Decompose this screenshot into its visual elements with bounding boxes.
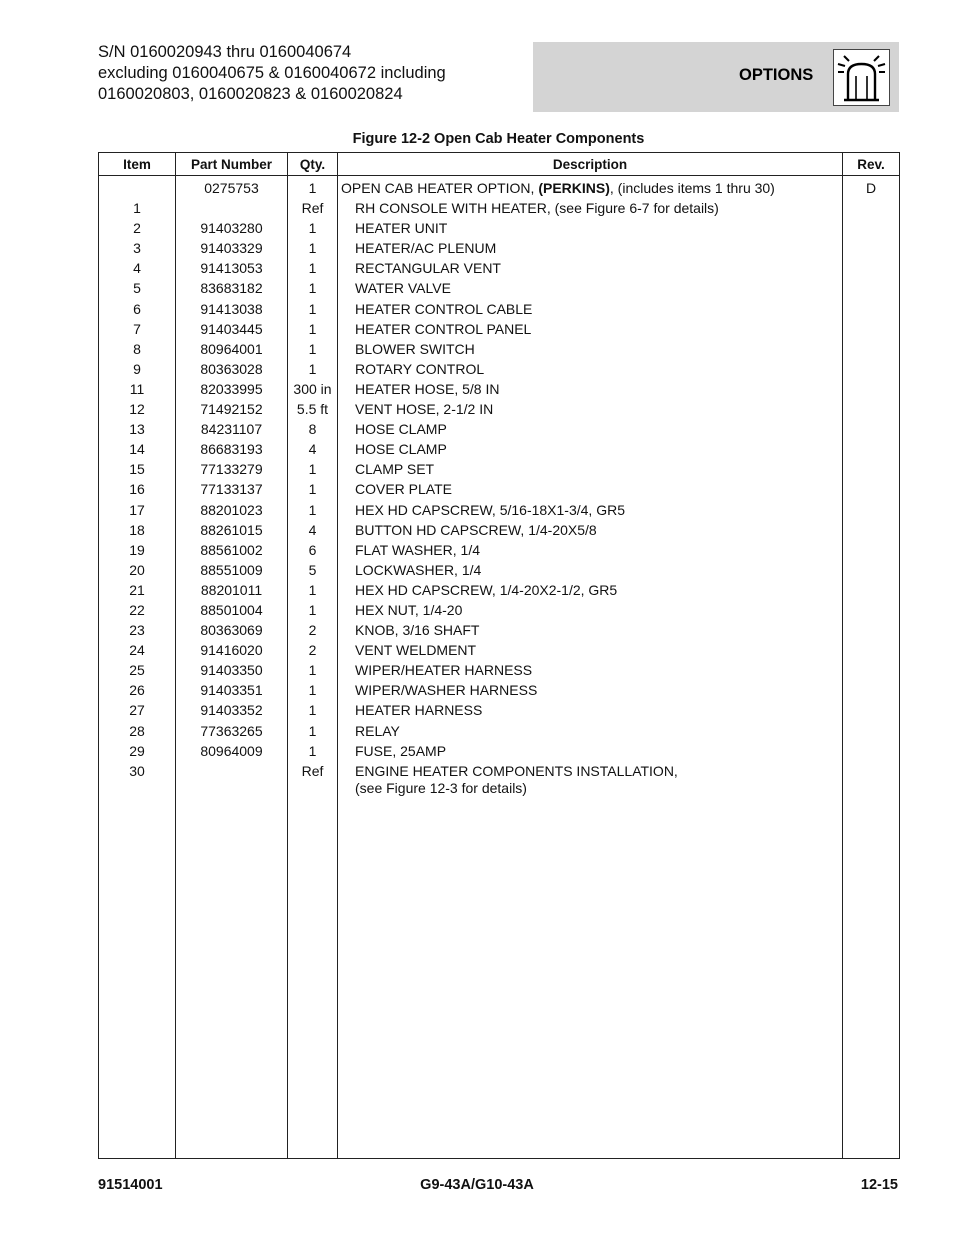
description-text: CLAMP SET <box>355 461 435 478</box>
item-cell: 1 <box>99 198 176 218</box>
item-cell: 6 <box>99 299 176 319</box>
qty-cell: 8 <box>288 419 338 439</box>
item-cell: 3 <box>99 238 176 258</box>
table-row <box>99 660 900 680</box>
item-cell <box>99 176 176 199</box>
item-cell: 24 <box>99 640 176 660</box>
qty-cell: 300 in <box>288 379 338 399</box>
description-text: HEATER HARNESS <box>355 702 483 719</box>
table-header-row <box>99 153 900 176</box>
serial-range <box>98 42 446 105</box>
table-row <box>99 198 900 218</box>
qty-cell: 1 <box>288 359 338 379</box>
rev-cell <box>843 359 900 379</box>
rev-cell <box>843 700 900 720</box>
qty-cell: Ref <box>288 198 338 218</box>
description-cell <box>338 700 843 720</box>
item-cell: 5 <box>99 278 176 298</box>
item-cell: 20 <box>99 560 176 580</box>
rev-cell <box>843 439 900 459</box>
item-cell: 16 <box>99 479 176 499</box>
qty-cell: 1 <box>288 680 338 700</box>
table-row <box>99 419 900 439</box>
item-cell: 4 <box>99 258 176 278</box>
qty-cell: 1 <box>288 339 338 359</box>
col-header-description: Description <box>338 153 843 176</box>
description-text: RECTANGULAR VENT <box>355 260 501 277</box>
table-row <box>99 540 900 560</box>
rev-cell <box>843 459 900 479</box>
table-row <box>99 520 900 540</box>
description-text: HEX HD CAPSCREW, 1/4-20X2-1/2, GR5 <box>355 581 618 598</box>
item-cell: 9 <box>99 359 176 379</box>
description-text: BUTTON HD CAPSCREW, 1/4-20X5/8 <box>355 521 597 538</box>
description-text: LOCKWASHER, 1/4 <box>355 561 482 578</box>
description-cell <box>338 620 843 640</box>
qty-cell: 4 <box>288 520 338 540</box>
description-text: KNOB, 3/16 SHAFT <box>355 622 480 639</box>
serial-line-2: excluding 0160040675 & 0160040672 including <box>98 64 446 82</box>
item-cell: 14 <box>99 439 176 459</box>
description-bold-text: (PERKINS) <box>538 180 610 196</box>
rev-cell <box>843 339 900 359</box>
parts-table-body <box>99 176 900 1159</box>
description-cell <box>338 660 843 680</box>
rev-cell <box>843 620 900 640</box>
table-row <box>99 500 900 520</box>
part-number-cell: 77363265 <box>176 721 288 741</box>
section-tab <box>533 42 899 112</box>
table-row <box>99 379 900 399</box>
part-number-cell: 88551009 <box>176 560 288 580</box>
item-cell: 30 <box>99 761 176 796</box>
col-header-rev: Rev. <box>843 153 900 176</box>
description-text: OPEN CAB HEATER OPTION, <box>341 180 539 196</box>
description-text: WATER VALVE <box>355 280 451 297</box>
description-text: HOSE CLAMP <box>355 421 447 438</box>
qty-cell: 2 <box>288 640 338 660</box>
description-cell <box>338 500 843 520</box>
part-number-cell: 88201023 <box>176 500 288 520</box>
table-row <box>99 459 900 479</box>
rev-cell <box>843 600 900 620</box>
item-cell: 2 <box>99 218 176 238</box>
rev-cell <box>843 520 900 540</box>
table-row <box>99 640 900 660</box>
description-cell <box>338 278 843 298</box>
rev-cell <box>843 419 900 439</box>
table-row <box>99 359 900 379</box>
qty-cell: 1 <box>288 278 338 298</box>
description-cell <box>338 198 843 218</box>
footer-doc-number: 91514001 <box>98 1177 163 1193</box>
qty-cell: 1 <box>288 479 338 499</box>
rev-cell <box>843 560 900 580</box>
part-number-cell: 77133279 <box>176 459 288 479</box>
description-cell <box>338 741 843 761</box>
figure-title: Figure 12-2 Open Cab Heater Components <box>352 131 645 147</box>
section-title: OPTIONS <box>739 66 814 84</box>
rev-cell <box>843 540 900 560</box>
qty-cell: 2 <box>288 620 338 640</box>
description-cell <box>338 680 843 700</box>
description-text-tail: , (includes items 1 thru 30) <box>609 180 775 196</box>
part-number-cell: 80363069 <box>176 620 288 640</box>
table-row <box>99 600 900 620</box>
description-cell <box>338 520 843 540</box>
qty-cell: 1 <box>288 741 338 761</box>
qty-cell: 1 <box>288 176 338 199</box>
description-cell <box>338 258 843 278</box>
part-number-cell: 86683193 <box>176 439 288 459</box>
serial-line-3: 0160020803, 0160020823 & 0160020824 <box>98 85 403 103</box>
description-text: HOSE CLAMP <box>355 441 447 458</box>
item-cell: 27 <box>99 700 176 720</box>
part-number-cell <box>176 198 288 218</box>
part-number-cell: 0275753 <box>176 176 288 199</box>
description-cell <box>338 299 843 319</box>
parts-table <box>98 152 900 1159</box>
table-row <box>99 560 900 580</box>
description-cell <box>338 479 843 499</box>
part-number-cell: 91403350 <box>176 660 288 680</box>
table-row <box>99 580 900 600</box>
description-text: HEATER/AC PLENUM <box>355 240 497 257</box>
qty-cell: 1 <box>288 660 338 680</box>
item-cell: 18 <box>99 520 176 540</box>
description-cell <box>338 319 843 339</box>
qty-cell: 1 <box>288 218 338 238</box>
rev-cell <box>843 258 900 278</box>
description-text: WIPER/HEATER HARNESS <box>355 662 533 679</box>
description-text: HEX NUT, 1/4-20 <box>355 601 463 618</box>
description-subtext: (see Figure 12-3 for details) <box>355 779 527 796</box>
rev-cell <box>843 278 900 298</box>
description-text: COVER PLATE <box>355 481 452 498</box>
description-cell <box>338 379 843 399</box>
part-number-cell: 91416020 <box>176 640 288 660</box>
description-text: VENT HOSE, 2-1/2 IN <box>355 401 494 418</box>
item-cell: 7 <box>99 319 176 339</box>
rev-cell <box>843 479 900 499</box>
item-cell: 23 <box>99 620 176 640</box>
description-text: HEX HD CAPSCREW, 5/16-18X1-3/4, GR5 <box>355 501 625 518</box>
item-cell: 11 <box>99 379 176 399</box>
table-row <box>99 258 900 278</box>
qty-cell: 1 <box>288 238 338 258</box>
item-cell: 29 <box>99 741 176 761</box>
table-row <box>99 620 900 640</box>
qty-cell: 6 <box>288 540 338 560</box>
item-cell: 22 <box>99 600 176 620</box>
rev-cell: D <box>843 176 900 199</box>
rev-cell <box>843 319 900 339</box>
description-cell <box>338 339 843 359</box>
description-cell <box>338 238 843 258</box>
description-cell <box>338 218 843 238</box>
part-number-cell: 91403351 <box>176 680 288 700</box>
rev-cell <box>843 399 900 419</box>
part-number-cell: 91403280 <box>176 218 288 238</box>
rev-cell <box>843 500 900 520</box>
rev-cell <box>843 761 900 796</box>
qty-cell: 1 <box>288 721 338 741</box>
description-cell <box>338 580 843 600</box>
item-cell: 8 <box>99 339 176 359</box>
rev-cell <box>843 660 900 680</box>
cab-light-icon <box>833 49 890 106</box>
table-row <box>99 339 900 359</box>
part-number-cell <box>176 761 288 796</box>
description-text: RELAY <box>355 722 400 739</box>
qty-cell: 1 <box>288 580 338 600</box>
item-cell: 21 <box>99 580 176 600</box>
rev-cell <box>843 218 900 238</box>
description-text: HEATER CONTROL CABLE <box>355 300 533 317</box>
table-row <box>99 218 900 238</box>
description-cell <box>338 439 843 459</box>
part-number-cell: 91403329 <box>176 238 288 258</box>
item-cell: 15 <box>99 459 176 479</box>
description-cell <box>338 419 843 439</box>
item-cell: 19 <box>99 540 176 560</box>
qty-cell: 1 <box>288 319 338 339</box>
rev-cell <box>843 580 900 600</box>
table-row <box>99 319 900 339</box>
description-cell <box>338 459 843 479</box>
table-row <box>99 700 900 720</box>
table-row <box>99 479 900 499</box>
qty-cell: Ref <box>288 761 338 796</box>
description-cell <box>338 176 843 199</box>
description-text: WIPER/WASHER HARNESS <box>355 682 538 699</box>
table-row <box>99 278 900 298</box>
table-row <box>99 741 900 761</box>
part-number-cell: 77133137 <box>176 479 288 499</box>
table-row <box>99 761 900 796</box>
description-text: HEATER UNIT <box>355 220 448 237</box>
item-cell: 26 <box>99 680 176 700</box>
qty-cell: 1 <box>288 459 338 479</box>
qty-cell: 1 <box>288 700 338 720</box>
item-cell: 17 <box>99 500 176 520</box>
table-row <box>99 439 900 459</box>
item-cell: 13 <box>99 419 176 439</box>
description-text: HEATER CONTROL PANEL <box>355 320 532 337</box>
description-text: FLAT WASHER, 1/4 <box>355 541 480 558</box>
qty-cell: 5 <box>288 560 338 580</box>
part-number-cell: 80363028 <box>176 359 288 379</box>
description-text: VENT WELDMENT <box>355 642 477 659</box>
table-filler-row <box>99 796 900 1159</box>
part-number-cell: 88201011 <box>176 580 288 600</box>
table-row <box>99 721 900 741</box>
footer-model: G9-43A/G10-43A <box>420 1177 534 1193</box>
description-cell <box>338 560 843 580</box>
description-text: HEATER HOSE, 5/8 IN <box>355 380 500 397</box>
description-text: BLOWER SWITCH <box>355 340 475 357</box>
item-cell: 25 <box>99 660 176 680</box>
description-text: RH CONSOLE WITH HEATER, (see Figure 6-7 for details) <box>355 200 719 217</box>
qty-cell: 1 <box>288 258 338 278</box>
qty-cell: 1 <box>288 600 338 620</box>
description-cell <box>338 761 843 796</box>
part-number-cell: 91403352 <box>176 700 288 720</box>
part-number-cell: 88261015 <box>176 520 288 540</box>
item-cell: 28 <box>99 721 176 741</box>
description-text: ROTARY CONTROL <box>355 360 485 377</box>
description-cell <box>338 399 843 419</box>
table-row <box>99 399 900 419</box>
table-row <box>99 238 900 258</box>
rev-cell <box>843 238 900 258</box>
description-cell <box>338 540 843 560</box>
part-number-cell: 83683182 <box>176 278 288 298</box>
rev-cell <box>843 721 900 741</box>
part-number-cell: 91413038 <box>176 299 288 319</box>
part-number-cell: 84231107 <box>176 419 288 439</box>
rev-cell <box>843 741 900 761</box>
description-cell <box>338 640 843 660</box>
item-cell: 12 <box>99 399 176 419</box>
serial-line-1: S/N 0160020943 thru 0160040674 <box>98 43 352 61</box>
qty-cell: 5.5 ft <box>288 399 338 419</box>
part-number-cell: 80964009 <box>176 741 288 761</box>
col-header-item: Item <box>99 153 176 176</box>
description-cell <box>338 359 843 379</box>
part-number-cell: 91413053 <box>176 258 288 278</box>
part-number-cell: 88501004 <box>176 600 288 620</box>
rev-cell <box>843 299 900 319</box>
rev-cell <box>843 680 900 700</box>
part-number-cell: 91403445 <box>176 319 288 339</box>
qty-cell: 4 <box>288 439 338 459</box>
col-header-qty: Qty. <box>288 153 338 176</box>
footer-page-number: 12-15 <box>860 1177 898 1193</box>
col-header-part-number: Part Number <box>176 153 288 176</box>
description-cell <box>338 721 843 741</box>
qty-cell: 1 <box>288 299 338 319</box>
description-cell <box>338 600 843 620</box>
rev-cell <box>843 379 900 399</box>
table-row <box>99 680 900 700</box>
rev-cell <box>843 198 900 218</box>
description-text: ENGINE HEATER COMPONENTS INSTALLATION, <box>355 762 678 779</box>
qty-cell: 1 <box>288 500 338 520</box>
rev-cell <box>843 640 900 660</box>
table-row <box>99 299 900 319</box>
part-number-cell: 82033995 <box>176 379 288 399</box>
part-number-cell: 80964001 <box>176 339 288 359</box>
table-row <box>99 176 900 199</box>
part-number-cell: 71492152 <box>176 399 288 419</box>
part-number-cell: 88561002 <box>176 540 288 560</box>
description-text: FUSE, 25AMP <box>355 742 447 759</box>
